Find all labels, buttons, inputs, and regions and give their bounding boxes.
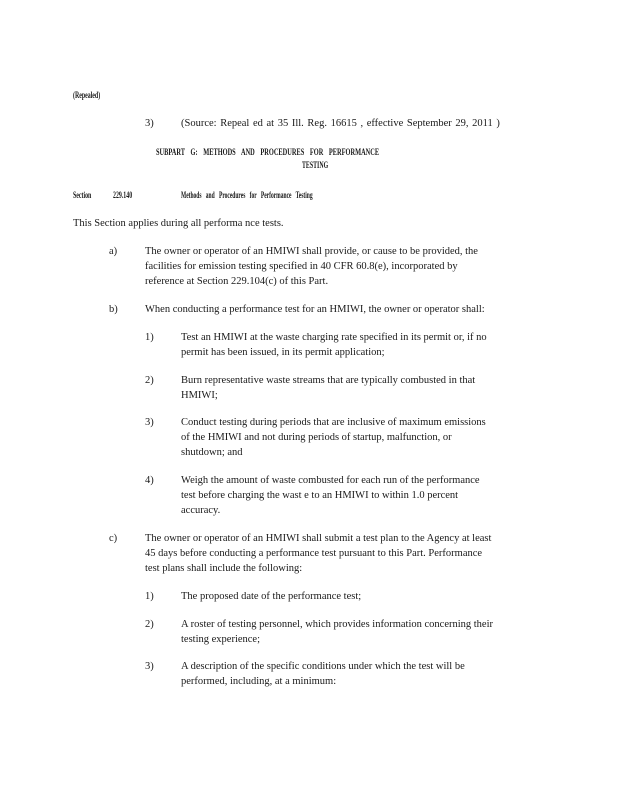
item-b-marker: b) — [109, 304, 118, 315]
repealed-note: (Repealed) — [73, 91, 101, 101]
item-a-line: reference at Section 229.104(c) of this Part. — [145, 276, 329, 287]
item-c2-line: A roster of testing personnel, which provides information concerning their — [181, 619, 494, 630]
item-c2-line: testing experience; — [181, 634, 261, 645]
item-b1-line: permit has been issued, in its permit application; — [181, 347, 385, 358]
item-c-line: The owner or operator of an HMIWI shall submit a test plan to the Agency at least — [145, 533, 492, 544]
source-note: (Source: Repeal ed at 35 Ill. Reg. 16615 , effective September 29, 2011 ) — [181, 118, 500, 129]
item-c1-marker: 1) — [145, 591, 154, 602]
item-b3-marker: 3) — [145, 417, 154, 428]
item-b4-marker: 4) — [145, 475, 154, 486]
section-label: Section — [73, 191, 92, 201]
subpart-heading: SUBPART G: METHODS AND PROCEDURES FOR PERFORMANCE — [156, 148, 380, 158]
item-a-marker: a) — [109, 246, 118, 257]
item-c-line: test plans shall include the following: — [145, 563, 303, 574]
item-b4-line: Weigh the amount of waste combusted for each run of the performance — [181, 475, 480, 486]
item-b1-line: Test an HMIWI at the waste charging rate specified in its permit or, if no — [181, 332, 487, 343]
item-b4-line: accuracy. — [181, 505, 221, 516]
item-b-text: When conducting a performance test for an HMIWI, the owner or operator shall: — [145, 304, 485, 315]
item-c-marker: c) — [109, 533, 118, 544]
item-c3-line: A description of the specific conditions under which the test will be — [181, 661, 465, 672]
subpart-heading-continued: TESTING — [302, 161, 329, 171]
item-b1-marker: 1) — [145, 332, 154, 343]
item-b3-line: of the HMIWI and not during periods of startup, malfunction, or — [181, 432, 452, 443]
item-c-line: 45 days before conducting a performance test pursuant to this Part. Performance — [145, 548, 483, 559]
section-title: Methods and Procedures for Performance Testing — [181, 191, 313, 201]
section-number: 229.140 — [113, 191, 133, 201]
item-b2-line: Burn representative waste streams that are typically combusted in that — [181, 375, 476, 386]
item-b3-line: Conduct testing during periods that are inclusive of maximum emissions — [181, 417, 486, 428]
item-c3-marker: 3) — [145, 661, 154, 672]
item-c1-line: The proposed date of the performance test; — [181, 591, 362, 602]
item-c3-line: performed, including, at a minimum: — [181, 676, 337, 687]
item-b4-line: test before charging the wast e to an HMIWI to within 1.0 percent — [181, 490, 459, 501]
item-a-line: The owner or operator of an HMIWI shall provide, or cause to be provided, the — [145, 246, 478, 257]
item-c2-marker: 2) — [145, 619, 154, 630]
item-b3-line: shutdown; and — [181, 447, 243, 458]
source-number: 3) — [145, 118, 154, 129]
section-intro: This Section applies during all performa nce tests. — [73, 218, 284, 229]
item-b2-marker: 2) — [145, 375, 154, 386]
item-a-line: facilities for emission testing specified in 40 CFR 60.8(e), incorporated by — [145, 261, 458, 272]
item-b2-line: HMIWI; — [181, 390, 218, 401]
